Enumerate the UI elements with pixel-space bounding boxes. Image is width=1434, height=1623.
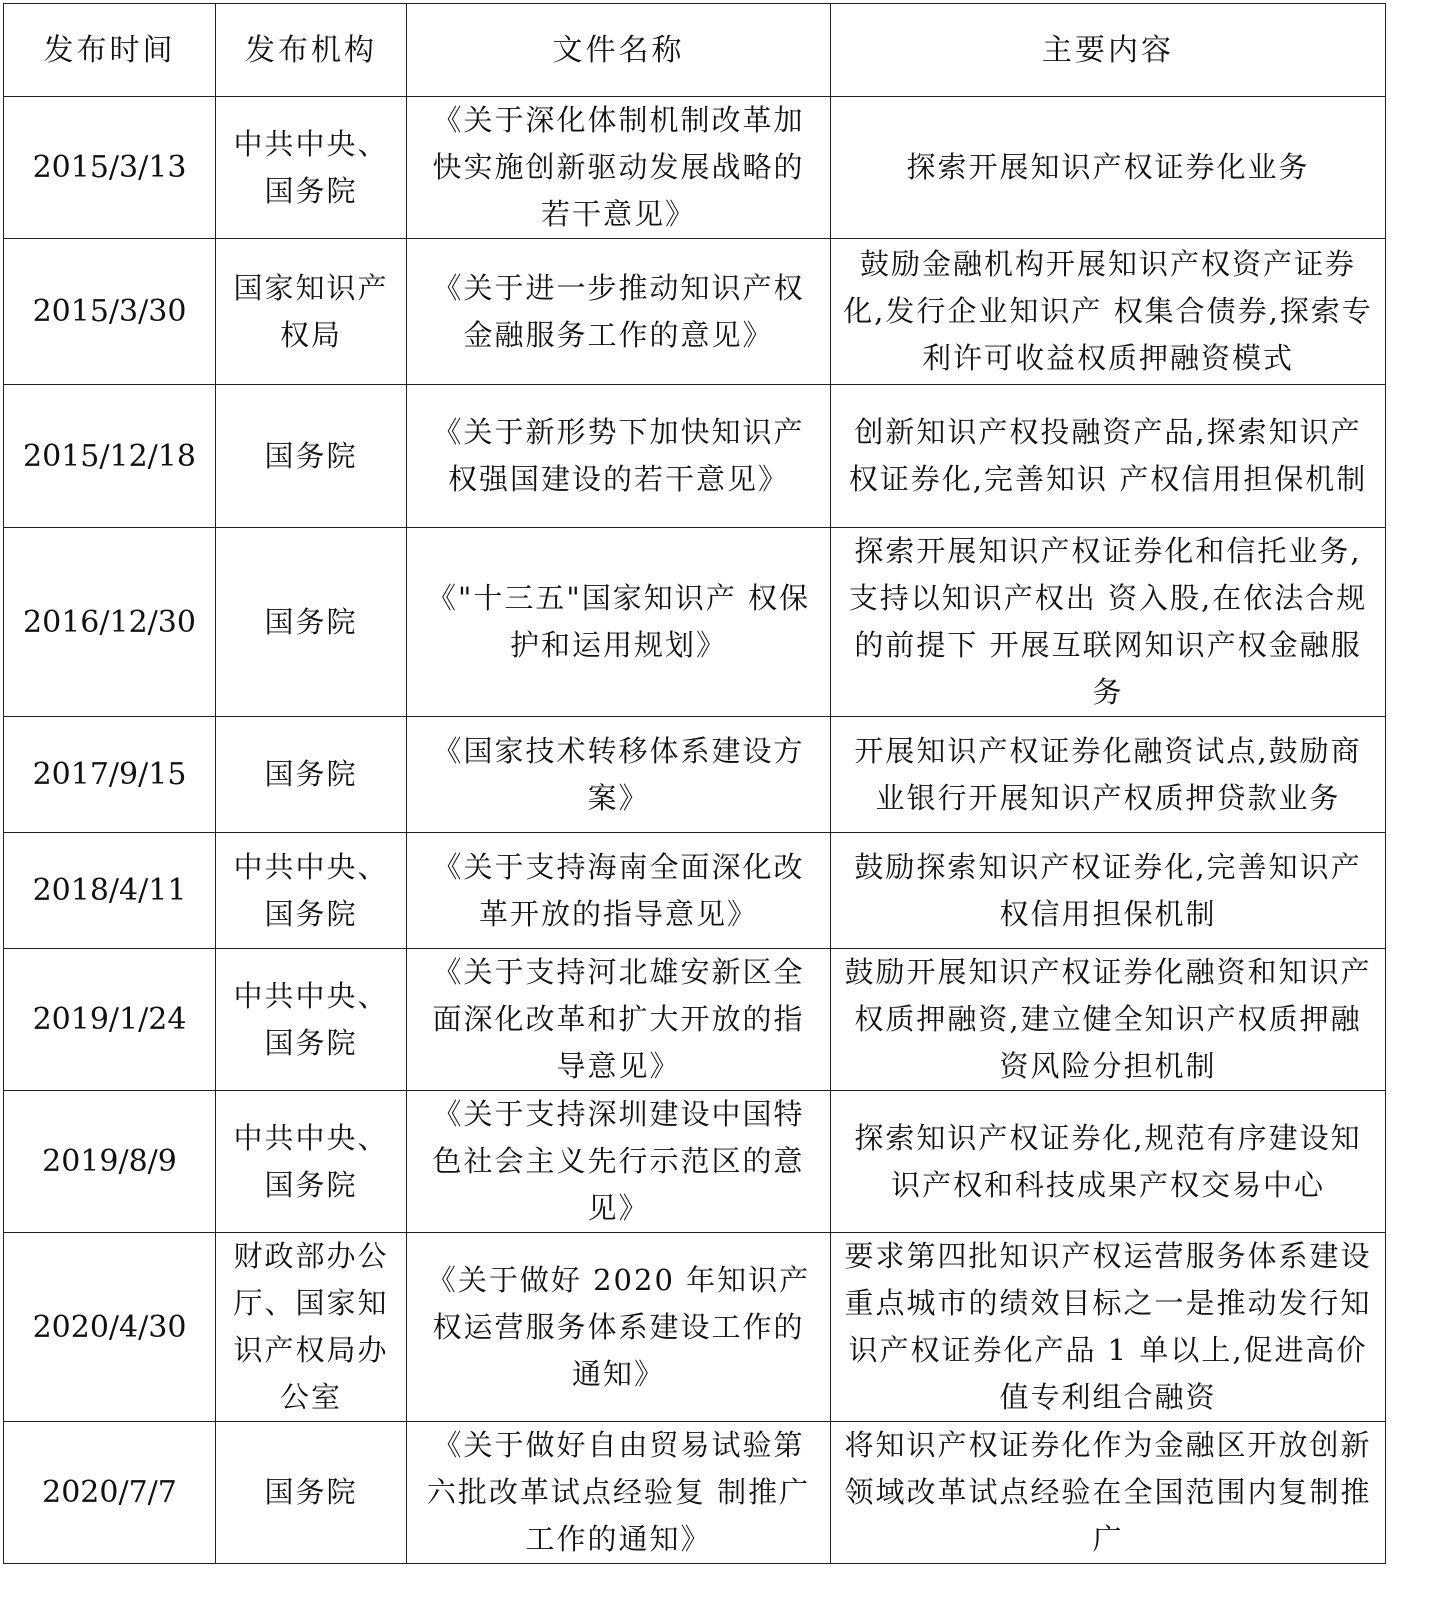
cell-org: 国务院	[216, 717, 407, 833]
cell-content: 要求第四批知识产权运营服务体系建设重点城市的绩效目标之一是推动发行知识产权证券化产品 1 单以上,促进高价值专利组合融资	[831, 1233, 1386, 1422]
cell-org: 国务院	[216, 528, 407, 717]
cell-content: 探索开展知识产权证券化业务	[831, 97, 1386, 239]
cell-content: 探索知识产权证券化,规范有序建设知识产权和科技成果产权交易中心	[831, 1091, 1386, 1233]
cell-org: 中共中央、国务院	[216, 1091, 407, 1233]
table-row	[4, 949, 1386, 1091]
table-row	[4, 385, 1386, 528]
table-row	[4, 833, 1386, 949]
cell-date: 2015/12/18	[4, 385, 216, 528]
cell-content: 将知识产权证券化作为金融区开放创新领域改革试点经验在全国范围内复制推广	[831, 1422, 1386, 1564]
cell-date: 2020/4/30	[4, 1233, 216, 1422]
table-row	[4, 528, 1386, 717]
cell-content: 探索开展知识产权证券化和信托业务,支持以知识产权出 资入股,在依法合规的前提下 开展互联网知识产权金融服务	[831, 528, 1386, 717]
cell-doc: 《"十三五"国家知识产 权保护和运用规划》	[407, 528, 831, 717]
cell-date: 2015/3/30	[4, 239, 216, 385]
cell-doc: 《关于支持海南全面深化改革开放的指导意见》	[407, 833, 831, 949]
cell-org: 中共中央、国务院	[216, 97, 407, 239]
cell-org: 中共中央、国务院	[216, 949, 407, 1091]
cell-date: 2015/3/13	[4, 97, 216, 239]
cell-org: 国务院	[216, 1422, 407, 1564]
cell-doc: 《国家技术转移体系建设方案》	[407, 717, 831, 833]
cell-date: 2019/8/9	[4, 1091, 216, 1233]
cell-content: 鼓励探索知识产权证券化,完善知识产权信用担保机制	[831, 833, 1386, 949]
cell-date: 2019/1/24	[4, 949, 216, 1091]
cell-date: 2018/4/11	[4, 833, 216, 949]
cell-doc: 《关于深化体制机制改革加快实施创新驱动发展战略的若干意见》	[407, 97, 831, 239]
table-row	[4, 1422, 1386, 1564]
cell-org: 中共中央、国务院	[216, 833, 407, 949]
table-row	[4, 97, 1386, 239]
cell-doc: 《关于新形势下加快知识产权强国建设的若干意见》	[407, 385, 831, 528]
cell-org: 国务院	[216, 385, 407, 528]
cell-content: 鼓励金融机构开展知识产权资产证券化,发行企业知识产 权集合债券,探索专利许可收益权质押融资模式	[831, 239, 1386, 385]
header-org: 发布机构	[216, 4, 407, 97]
policy-table	[3, 3, 1386, 1564]
cell-date: 2017/9/15	[4, 717, 216, 833]
table-header-row	[4, 4, 1386, 97]
cell-doc: 《关于做好自由贸易试验第六批改革试点经验复 制推广工作的通知》	[407, 1422, 831, 1564]
header-date: 发布时间	[4, 4, 216, 97]
policy-table-page	[3, 3, 1385, 1564]
cell-content: 开展知识产权证券化融资试点,鼓励商业银行开展知识产权质押贷款业务	[831, 717, 1386, 833]
cell-org: 国家知识产权局	[216, 239, 407, 385]
header-doc: 文件名称	[407, 4, 831, 97]
table-row	[4, 239, 1386, 385]
table-row	[4, 1091, 1386, 1233]
header-content: 主要内容	[831, 4, 1386, 97]
table-row	[4, 1233, 1386, 1422]
cell-doc: 《关于做好 2020 年知识产权运营服务体系建设工作的通知》	[407, 1233, 831, 1422]
cell-doc: 《关于支持深圳建设中国特色社会主义先行示范区的意见》	[407, 1091, 831, 1233]
cell-org: 财政部办公厅、国家知识产权局办公室	[216, 1233, 407, 1422]
cell-date: 2020/7/7	[4, 1422, 216, 1564]
cell-doc: 《关于进一步推动知识产权金融服务工作的意见》	[407, 239, 831, 385]
cell-doc: 《关于支持河北雄安新区全面深化改革和扩大开放的指导意见》	[407, 949, 831, 1091]
table-row	[4, 717, 1386, 833]
cell-content: 创新知识产权投融资产品,探索知识产权证券化,完善知识 产权信用担保机制	[831, 385, 1386, 528]
cell-date: 2016/12/30	[4, 528, 216, 717]
cell-content: 鼓励开展知识产权证券化融资和知识产权质押融资,建立健全知识产权质押融资风险分担机制	[831, 949, 1386, 1091]
